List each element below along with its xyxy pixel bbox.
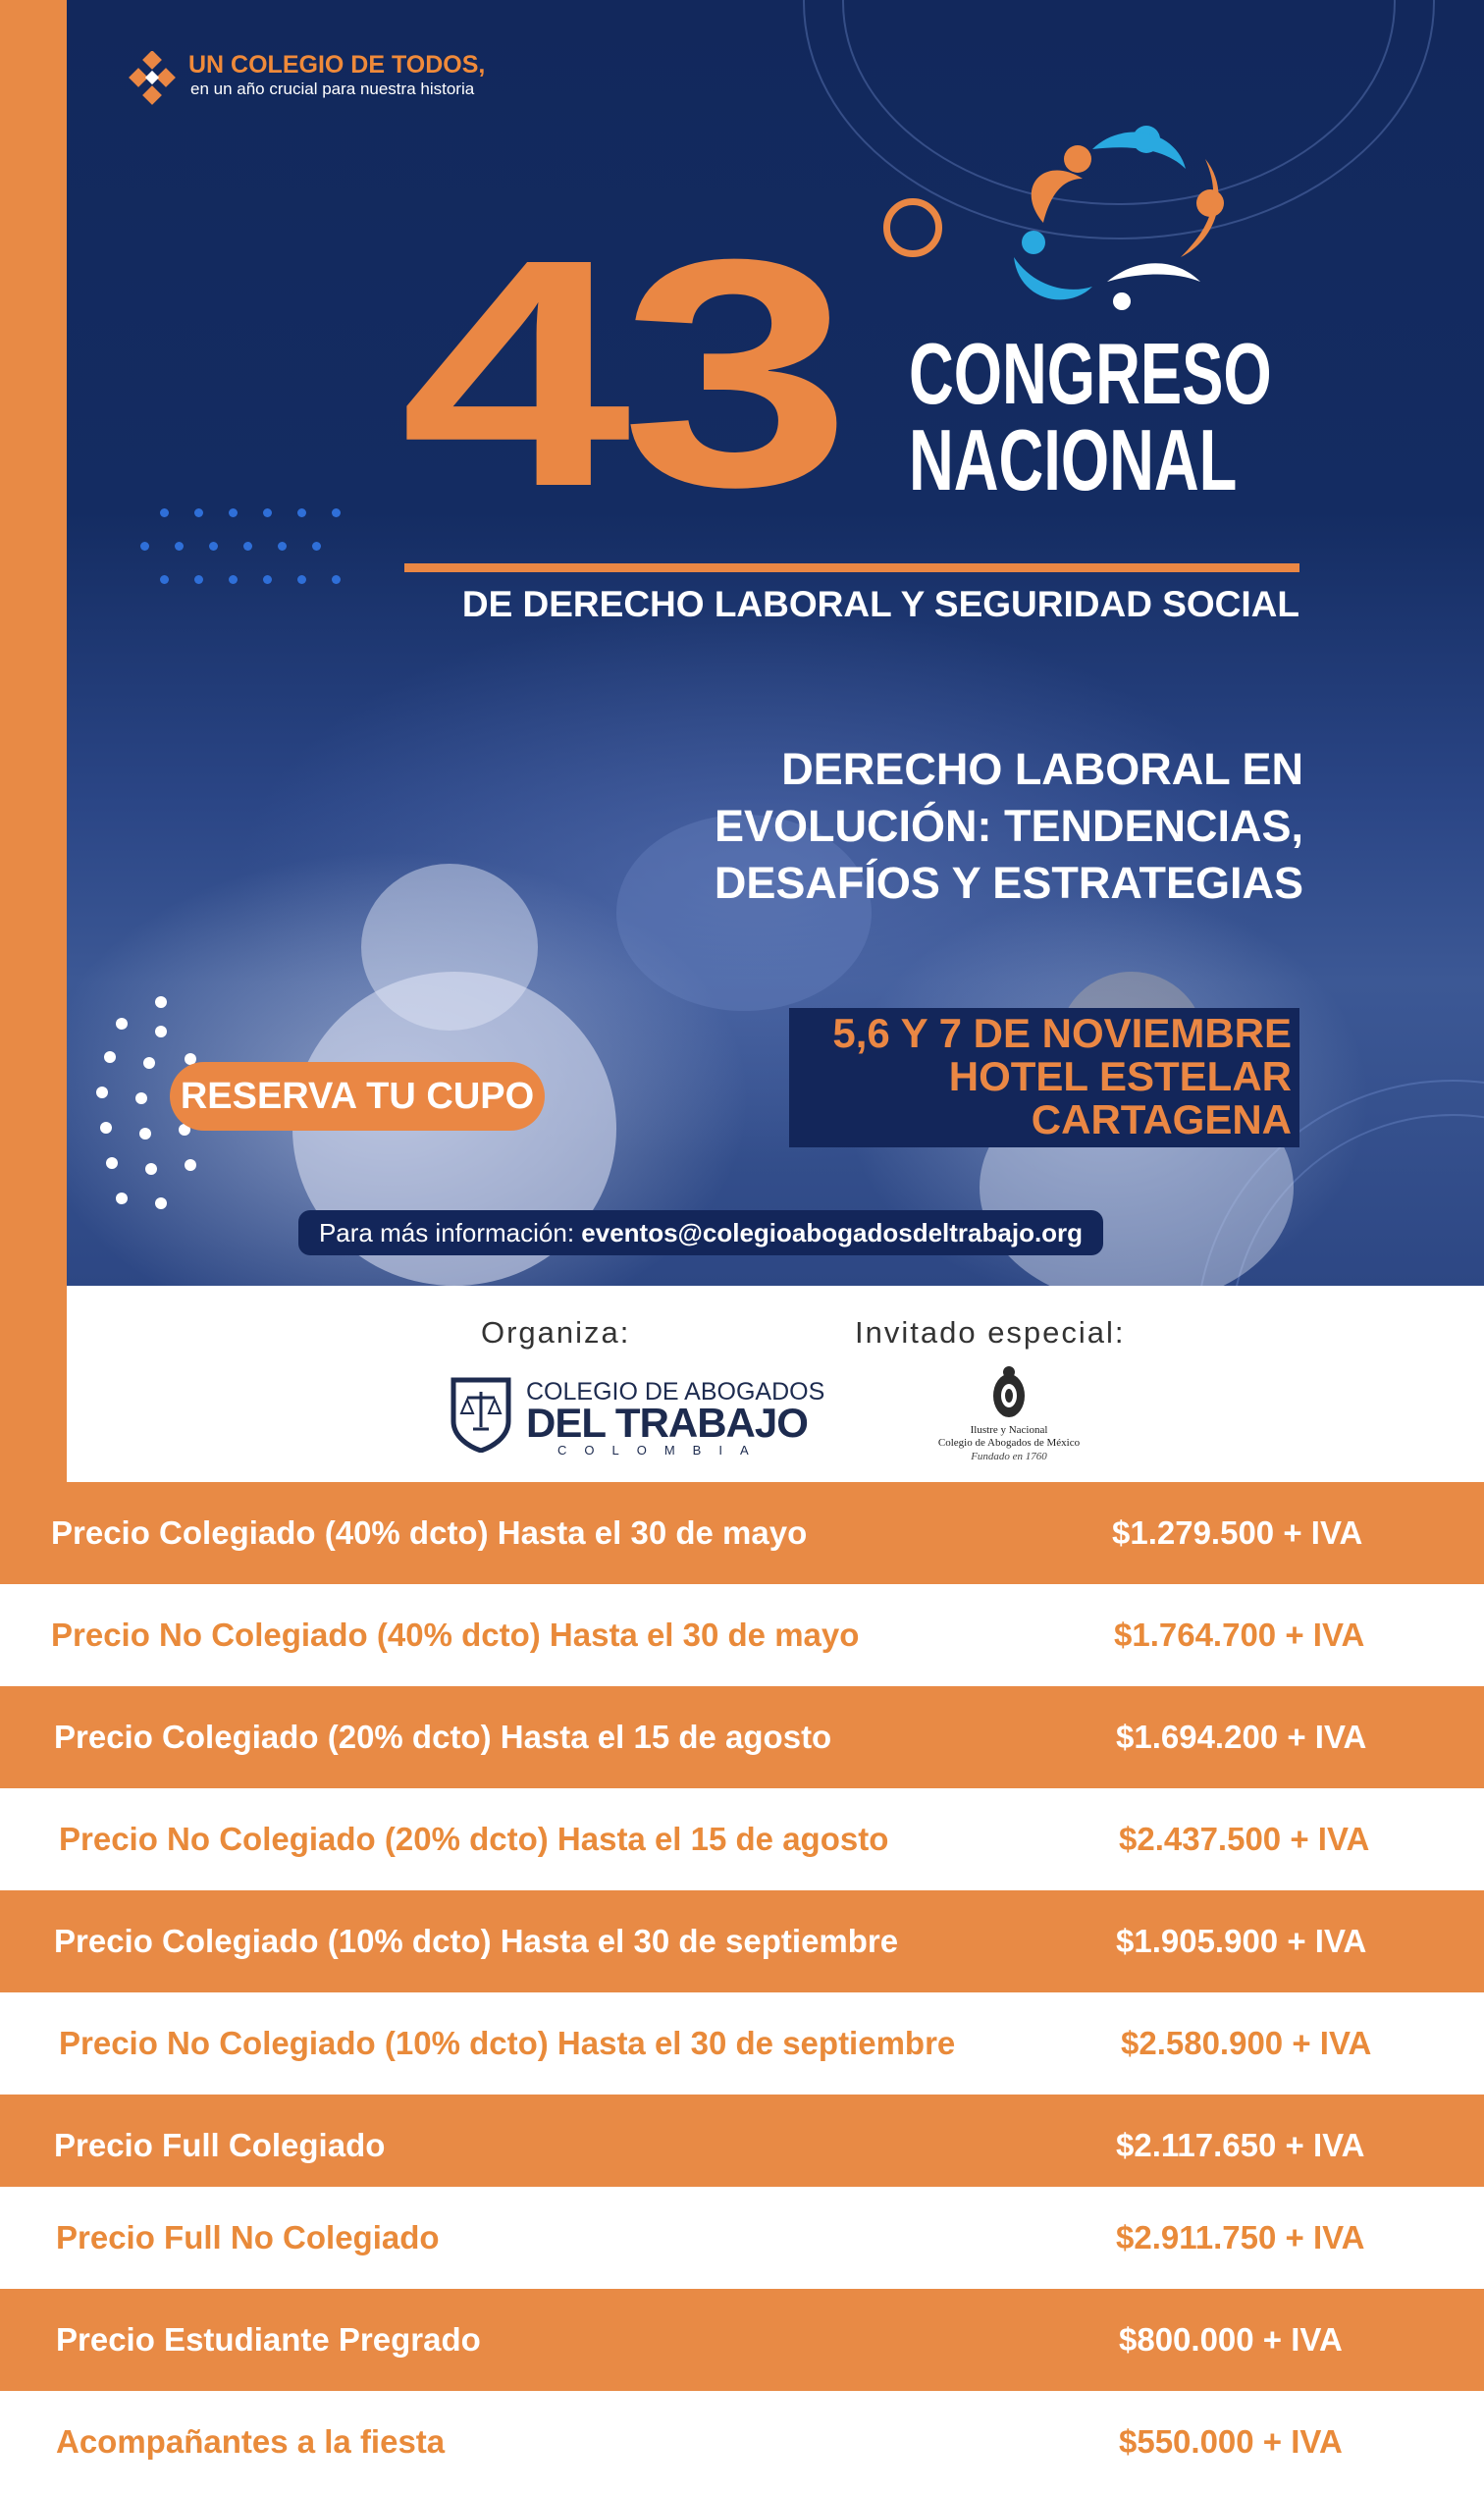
price-label: Precio No Colegiado (40% dcto) Hasta el 30 de mayo	[51, 1617, 860, 1653]
event-venue: HOTEL ESTELAR	[948, 1053, 1292, 1099]
price-label: Precio Colegiado (40% dcto) Hasta el 30 de mayo	[51, 1514, 808, 1551]
price-row	[0, 1890, 1484, 1992]
un-colegio-de-todos-logo	[126, 49, 538, 108]
event-poster	[67, 0, 1484, 1286]
price-row	[0, 2391, 1484, 2480]
invitado-especial-label: Invitado especial:	[855, 1315, 1126, 1350]
organizer-logo-line-2: DEL TRABAJO	[526, 1400, 808, 1446]
price-row	[0, 2095, 1484, 2197]
event-theme	[715, 741, 1303, 912]
slogan-line-2: en un año crucial para nuestra historia	[190, 80, 475, 98]
degree-symbol	[883, 198, 942, 257]
price-value: $2.437.500 + IVA	[1119, 1821, 1370, 1857]
guest-logo-line-2: Colegio de Abogados de México	[937, 1437, 1081, 1449]
price-value: $1.279.500 + IVA	[1112, 1514, 1363, 1551]
price-row	[0, 1788, 1484, 1890]
price-label: Precio Colegiado (20% dcto) Hasta el 15 de agosto	[54, 1719, 832, 1755]
event-date-location	[789, 1008, 1299, 1147]
colegio-abogados-mexico-logo	[911, 1364, 1107, 1482]
price-label: Precio Full Colegiado	[54, 2127, 386, 2163]
price-label: Precio Full No Colegiado	[56, 2219, 440, 2255]
price-label: Precio No Colegiado (10% dcto) Hasta el 30 de septiembre	[59, 2025, 956, 2061]
guest-logo-line-1: Ilustre y Nacional	[970, 1424, 1048, 1436]
price-value: $800.000 + IVA	[1119, 2321, 1343, 2358]
price-row	[0, 2187, 1484, 2289]
organizers-section	[67, 1286, 1484, 1482]
contact-info-prefix: Para más información:	[318, 1218, 575, 1247]
event-number: 43	[400, 191, 842, 554]
event-title	[909, 325, 1272, 508]
event-title-line-2: NACIONAL	[909, 411, 1238, 508]
price-value: $1.694.200 + IVA	[1116, 1719, 1367, 1755]
organizer-logo-line-1: COLEGIO DE ABOGADOS	[526, 1378, 825, 1406]
blue-dots-decoration	[140, 508, 356, 587]
event-city: CARTAGENA	[1031, 1096, 1292, 1142]
price-value: $550.000 + IVA	[1119, 2423, 1343, 2460]
price-label: Precio Colegiado (10% dcto) Hasta el 30 de septiembre	[54, 1923, 899, 1959]
event-dates: 5,6 Y 7 DE NOVIEMBRE	[832, 1010, 1292, 1056]
coat-of-arms-icon	[984, 1364, 1034, 1423]
colegio-abogados-trabajo-logo	[450, 1374, 825, 1462]
slogan-line-1: UN COLEGIO DE TODOS,	[188, 51, 486, 79]
price-row	[0, 1992, 1484, 2095]
price-row	[0, 1686, 1484, 1788]
price-label: Acompañantes a la fiesta	[56, 2423, 446, 2460]
event-theme-line-2: EVOLUCIÓN: TENDENCIAS,	[714, 801, 1303, 851]
price-label: Precio Estudiante Pregrado	[56, 2321, 481, 2358]
price-row	[0, 2289, 1484, 2391]
left-orange-stripe	[0, 0, 67, 1482]
price-value: $1.905.900 + IVA	[1116, 1923, 1367, 1959]
event-title-line-1: CONGRESO	[909, 325, 1272, 422]
price-row	[0, 1584, 1484, 1686]
organizer-logo-line-3: COLOMBIA	[557, 1443, 767, 1458]
organiza-label: Organiza:	[481, 1315, 631, 1350]
price-row	[0, 1482, 1484, 1584]
guest-logo-line-3: Fundado en 1760	[971, 1451, 1047, 1462]
event-theme-line-3: DESAFÍOS Y ESTRATEGIAS	[714, 858, 1303, 908]
price-value: $2.911.750 + IVA	[1116, 2219, 1365, 2255]
diamond-logo-icon	[126, 51, 181, 106]
contact-info	[298, 1210, 1103, 1255]
price-value: $2.580.900 + IVA	[1121, 2025, 1372, 2061]
shield-scales-icon	[450, 1374, 512, 1453]
price-value: $1.764.700 + IVA	[1114, 1617, 1365, 1653]
contact-email-link[interactable]: eventos@colegioabogadosdeltrabajo.org	[581, 1218, 1084, 1247]
price-value: $2.117.650 + IVA	[1116, 2127, 1365, 2163]
event-subtitle: DE DERECHO LABORAL Y SEGURIDAD SOCIAL	[461, 584, 1299, 624]
event-theme-line-1: DERECHO LABORAL EN	[781, 744, 1303, 794]
people-circle-logo-icon	[975, 110, 1254, 321]
reserve-button[interactable]: RESERVA TU CUPO	[170, 1062, 545, 1131]
title-divider	[404, 563, 1299, 572]
price-label: Precio No Colegiado (20% dcto) Hasta el 15 de agosto	[59, 1821, 889, 1857]
